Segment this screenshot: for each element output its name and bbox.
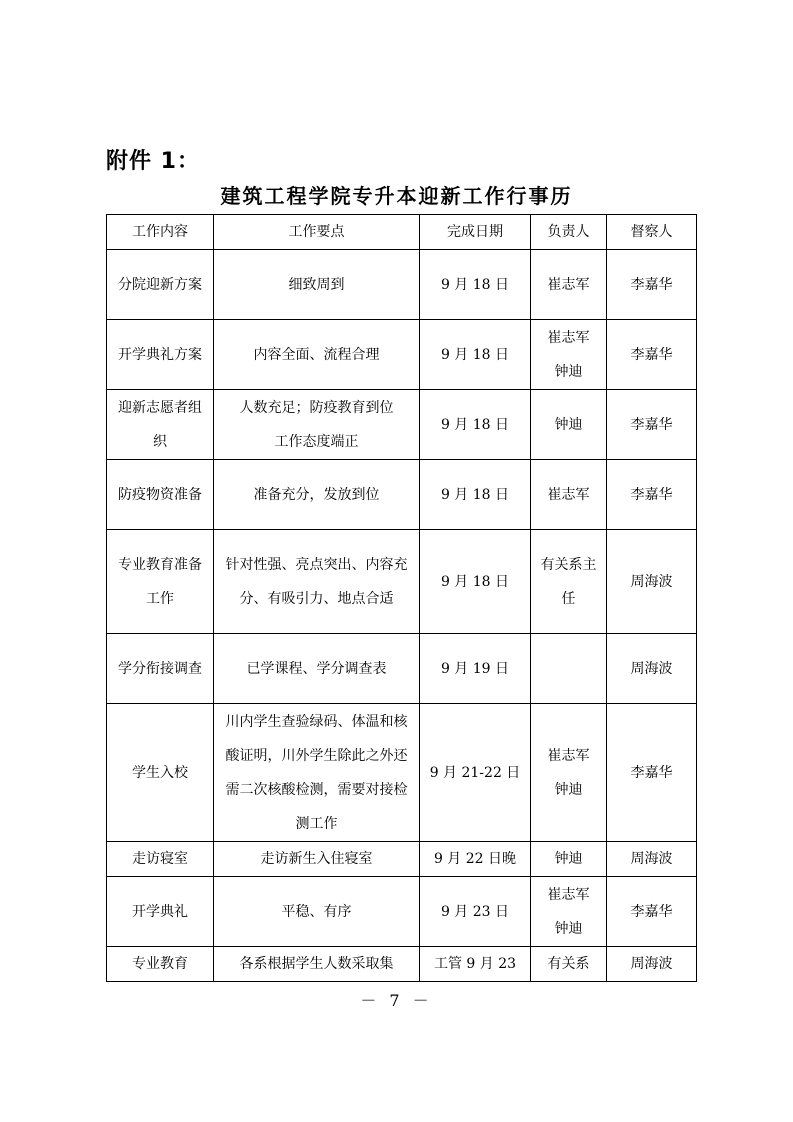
table-cell: 崔志军 钟迪 <box>531 320 607 390</box>
table-cell: 崔志军 钟迪 <box>531 704 607 842</box>
table-cell: 9 月 18 日 <box>420 390 531 460</box>
table-row <box>107 877 697 947</box>
table-cell: 周海波 <box>607 530 697 634</box>
table-cell: 川内学生查验绿码、体温和核酸证明，川外学生除此之外还需二次核酸检测，需要对接检测工作 <box>214 704 420 842</box>
table-row <box>107 634 697 704</box>
table-cell: 防疫物资准备 <box>107 460 214 530</box>
column-header: 负责人 <box>531 215 607 250</box>
table-cell: 有关系 <box>531 947 607 982</box>
table-cell: 9 月 18 日 <box>420 460 531 530</box>
table-cell: 开学典礼方案 <box>107 320 214 390</box>
table-cell: 走访寝室 <box>107 842 214 877</box>
table-cell: 周海波 <box>607 842 697 877</box>
table-cell: 走访新生入住寝室 <box>214 842 420 877</box>
table-cell: 崔志军 <box>531 250 607 320</box>
table-cell: 9 月 18 日 <box>420 250 531 320</box>
table-cell: 专业教育准备工作 <box>107 530 214 634</box>
table-cell: 准备充分，发放到位 <box>214 460 420 530</box>
table-cell: 人数充足；防疫教育到位 工作态度端正 <box>214 390 420 460</box>
table-header-row <box>107 215 697 250</box>
table-row <box>107 704 697 842</box>
column-header: 督察人 <box>607 215 697 250</box>
table-cell: 钟迪 <box>531 390 607 460</box>
table-cell: 分院迎新方案 <box>107 250 214 320</box>
column-header: 工作要点 <box>214 215 420 250</box>
table-cell: 崔志军 <box>531 460 607 530</box>
table-row <box>107 390 697 460</box>
table-row <box>107 460 697 530</box>
table-cell: 各系根据学生人数采取集 <box>214 947 420 982</box>
page-number: － 7 － <box>360 991 433 1010</box>
table-cell <box>531 634 607 704</box>
table-cell: 9 月 22 日晚 <box>420 842 531 877</box>
table-cell: 9 月 19 日 <box>420 634 531 704</box>
table-cell: 9 月 18 日 <box>420 530 531 634</box>
table-cell: 李嘉华 <box>607 390 697 460</box>
table-cell: 学生入校 <box>107 704 214 842</box>
table-row <box>107 320 697 390</box>
table-cell: 学分衔接调查 <box>107 634 214 704</box>
table-cell: 李嘉华 <box>607 877 697 947</box>
table-cell: 钟迪 <box>531 842 607 877</box>
table-cell: 细致周到 <box>214 250 420 320</box>
table-cell: 工管 9 月 23 <box>420 947 531 982</box>
table-cell: 迎新志愿者组织 <box>107 390 214 460</box>
table-cell: 9 月 18 日 <box>420 320 531 390</box>
table-cell: 9 月 21-22 日 <box>420 704 531 842</box>
document-title: 建筑工程学院专升本迎新工作行事历 <box>220 184 573 208</box>
table-cell: 已学课程、学分调查表 <box>214 634 420 704</box>
table-cell: 针对性强、亮点突出、内容充分、有吸引力、地点合适 <box>214 530 420 634</box>
table-row <box>107 947 697 982</box>
table-cell: 有关系主任 <box>531 530 607 634</box>
table-row <box>107 530 697 634</box>
table-cell: 李嘉华 <box>607 460 697 530</box>
table-row <box>107 250 697 320</box>
table-cell: 周海波 <box>607 947 697 982</box>
schedule-table <box>106 214 697 982</box>
column-header: 工作内容 <box>107 215 214 250</box>
table-cell: 周海波 <box>607 634 697 704</box>
table-cell: 平稳、有序 <box>214 877 420 947</box>
table-cell: 开学典礼 <box>107 877 214 947</box>
attachment-label: 附件 1： <box>106 149 200 174</box>
table-cell: 李嘉华 <box>607 320 697 390</box>
column-header: 完成日期 <box>420 215 531 250</box>
table-row <box>107 842 697 877</box>
table-cell: 李嘉华 <box>607 704 697 842</box>
table-cell: 内容全面、流程合理 <box>214 320 420 390</box>
table-cell: 专业教育 <box>107 947 214 982</box>
table-cell: 9 月 23 日 <box>420 877 531 947</box>
table-cell: 崔志军 钟迪 <box>531 877 607 947</box>
table-cell: 李嘉华 <box>607 250 697 320</box>
